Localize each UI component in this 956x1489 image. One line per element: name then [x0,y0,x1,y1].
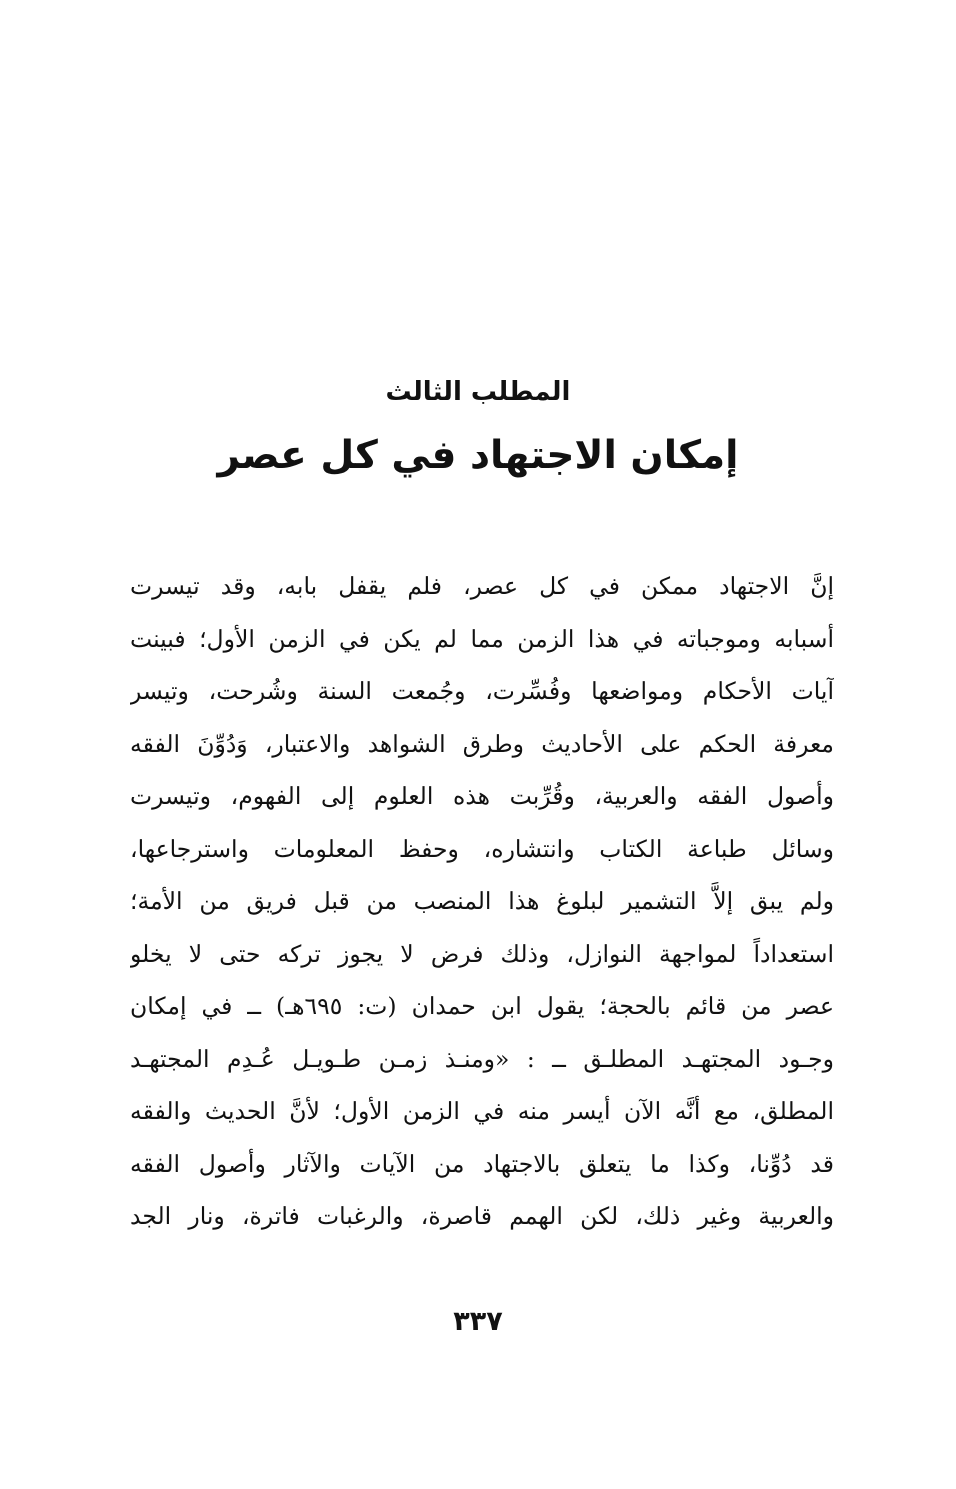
paragraph-line: وجـود المجتهـد المطلـق ــ : «ومنـذ زمـن طـويـل عُـدِم المجتهـد [130,1044,834,1073]
paragraph-line: قد دُوِّنا، وكذا ما يتعلق بالاجتهاد من الآيات والآثار وأصول الفقه [130,1149,834,1178]
section-label: المطلب الثالث [385,377,571,407]
paragraph-line: معرفة الحكم على الأحاديث وطرق الشواهد والاعتبار، وَدُوِّنَ الفقه [130,729,834,758]
section-title: إمكان الاجتهاد في كل عصر [217,433,739,478]
paragraph-line: والعربية وغير ذلك، لكن الهمم قاصرة، والرغبات فاترة، ونار الجد [130,1202,834,1230]
paragraph-line: إنَّ الاجتهاد ممكن في كل عصر، فلم يقفل بابه، وقد تيسرت [130,572,834,600]
paragraph-line: المطلق، مع أنَّه الآن أيسر منه في الزمن الأول؛ لأنَّ الحديث والفقه [130,1097,834,1125]
paragraph-line: عصر من قائم بالحجة؛ يقول ابن حمدان (ت: ٦٩٥هـ) ــ في إمكان [130,992,834,1020]
body-paragraph [130,560,834,1243]
page-number: ٣٣٧ [453,1306,503,1337]
paragraph-line: استعداداً لمواجهة النوازل، وذلك فرض لا يجوز تركه حتى لا يخلو [130,939,834,968]
paragraph-line: أسبابه وموجباته في هذا الزمن مما لم يكن في الزمن الأول؛ فبينت [130,624,834,653]
paragraph-line: وأصول الفقه والعربية، وقُرِّبت هذه العلوم إلى الفهوم، وتيسرت [130,782,834,810]
paragraph-line: وسائل طباعة الكتاب وانتشاره، وحفظ المعلومات واسترجاعها، [130,834,834,863]
paragraph-line: آيات الأحكام ومواضعها وفُسِّرت، وجُمعت السنة وشُرحت، وتيسر [130,677,834,705]
paragraph-line: ولم يبق إلاَّ التشمير لبلوغ هذا المنصب من قبل فريق من الأمة؛ [130,887,834,915]
